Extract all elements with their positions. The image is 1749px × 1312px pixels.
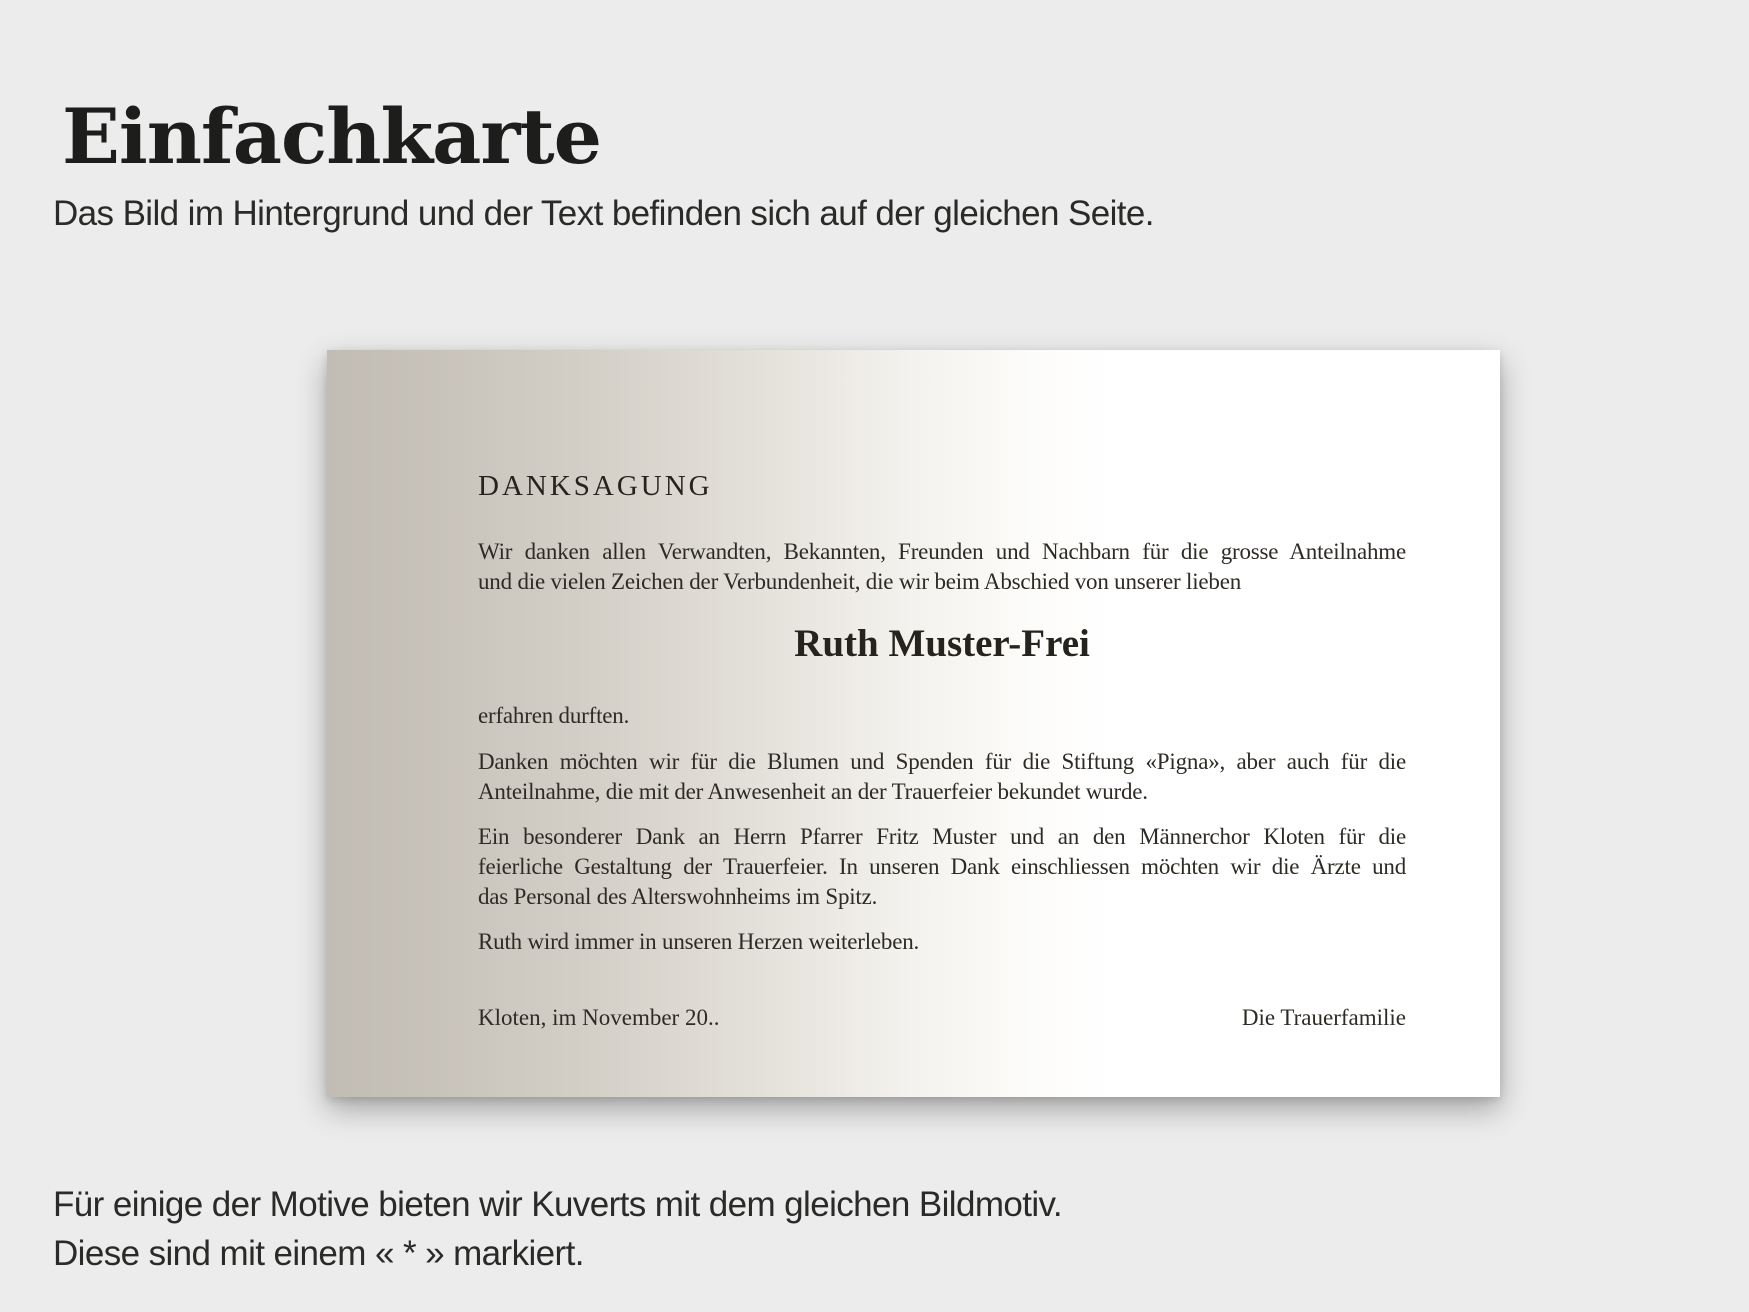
card-text-line: feierliche Gestaltung der Trauerfeier. In unseren Dank einschliessen möchten wir die Ärzte und [478,854,1406,879]
card-paragraph-dank [478,822,1406,912]
card-paragraph-erfahren [478,701,1406,731]
card-text-line: und die vielen Zeichen der Verbundenheit, die wir beim Abschied von unserer lieben [478,569,1242,594]
page-title: Einfachkarte [62,91,601,181]
page-subtitle: Das Bild im Hintergrund und der Text befinden sich auf der gleichen Seite. [53,194,1154,233]
card-text-line: Ruth wird immer in unseren Herzen weiterleben. [478,929,920,954]
card-signature: Die Trauerfamilie [1241,1005,1406,1030]
deceased-name: Ruth Muster-Frei [794,622,1090,665]
card-heading: DANKSAGUNG [478,470,713,502]
card-text-line: Ein besonderer Dank an Herrn Pfarrer Fritz Muster und an den Männerchor Kloten für die [478,824,1406,849]
page-footer-line2: Diese sind mit einem « * » markiert. [53,1234,584,1273]
card-text-line: Wir danken allen Verwandten, Bekannten, Freunden und Nachbarn für die grosse Anteilnahme [478,539,1406,564]
card-text-line: Anteilnahme, die mit der Anwesenheit an der Trauerfeier bekundet wurde. [478,779,1148,804]
card-paragraph-spenden [478,747,1406,807]
card-paragraph-intro [478,537,1406,597]
card-paragraph-herzen [478,927,1406,957]
page-footer [53,1180,1062,1278]
card-text-block [478,468,1406,957]
card-preview [327,350,1500,1097]
card-footer [478,1003,1406,1033]
page-footer-line1: Für einige der Motive bieten wir Kuverts mit dem gleichen Bildmotiv. [53,1185,1062,1224]
card-text-line: das Personal des Alterswohnheims im Spitz. [478,884,878,909]
card-text-line: erfahren durften. [478,703,630,728]
card-place-date: Kloten, im November 20.. [478,1005,720,1030]
card-text-line: Danken möchten wir für die Blumen und Spenden für die Stiftung «Pigna», aber auch für die [478,749,1406,774]
